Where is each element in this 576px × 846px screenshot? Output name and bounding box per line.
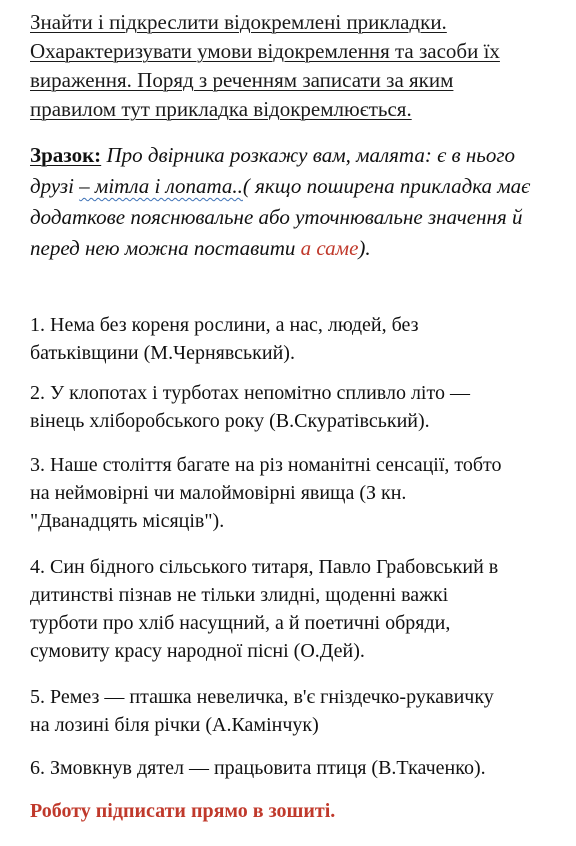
sample-example bbox=[30, 140, 570, 264]
list-item: 4. Син бідного сільського титаря, Павло Грабовський в дитинстві пізнав не тільки злидні, щоденні важкі турботи про хліб насущний, а й поетичні обряди, сумовиту красу народної пісні (О.Дей). bbox=[30, 556, 499, 662]
list-item: 1. Нема без кореня рослини, а нас, людей, без батьківщини (М.Чернявський). bbox=[30, 314, 419, 364]
list-item: 6. Змовкнув дятел — працьовита птиця (В.Ткаченко). bbox=[30, 757, 486, 779]
footer-instruction: Роботу підписати прямо в зошиті. bbox=[30, 800, 336, 822]
list-item: 2. У клопотах і турботах непомітно спливло літо — вінець хліборобського року (В.Скуратівський). bbox=[30, 382, 470, 432]
highlighted-phrase: а саме bbox=[300, 236, 359, 260]
task-line: вираження. Поряд з реченням записати за яким bbox=[30, 68, 454, 92]
task-instructions bbox=[30, 8, 565, 124]
sample-line: перед нею можна поставити а саме). bbox=[30, 236, 371, 260]
wavy-underlined-appositive: – мітла і лопата.. bbox=[79, 174, 243, 198]
sample-line: друзі – мітла і лопата..( якщо поширена прикладка має bbox=[30, 174, 531, 198]
sample-line: додаткове пояснювальне або уточнювальне значення й bbox=[30, 205, 523, 229]
list-item: 3. Наше століття багате на різ номанітні сенсації, тобто на неймовірні чи малоймовірні явища (З кн. "Дванадцять місяців"). bbox=[30, 454, 502, 532]
task-line: правилом тут прикладка відокремлюється. bbox=[30, 97, 412, 121]
sample-label: Зразок: bbox=[30, 143, 102, 167]
task-line: Охарактеризувати умови відокремлення та засоби їх bbox=[30, 39, 500, 63]
list-item: 5. Ремез — пташка невеличка, в'є гніздечко-рукавичку на лозині біля річки (А.Камінчук) bbox=[30, 686, 494, 736]
sample-line: Зразок: Про двірника розкажу вам, малята: є в нього bbox=[30, 143, 516, 167]
task-line: Знайти і підкреслити відокремлені прикладки. bbox=[30, 10, 447, 34]
